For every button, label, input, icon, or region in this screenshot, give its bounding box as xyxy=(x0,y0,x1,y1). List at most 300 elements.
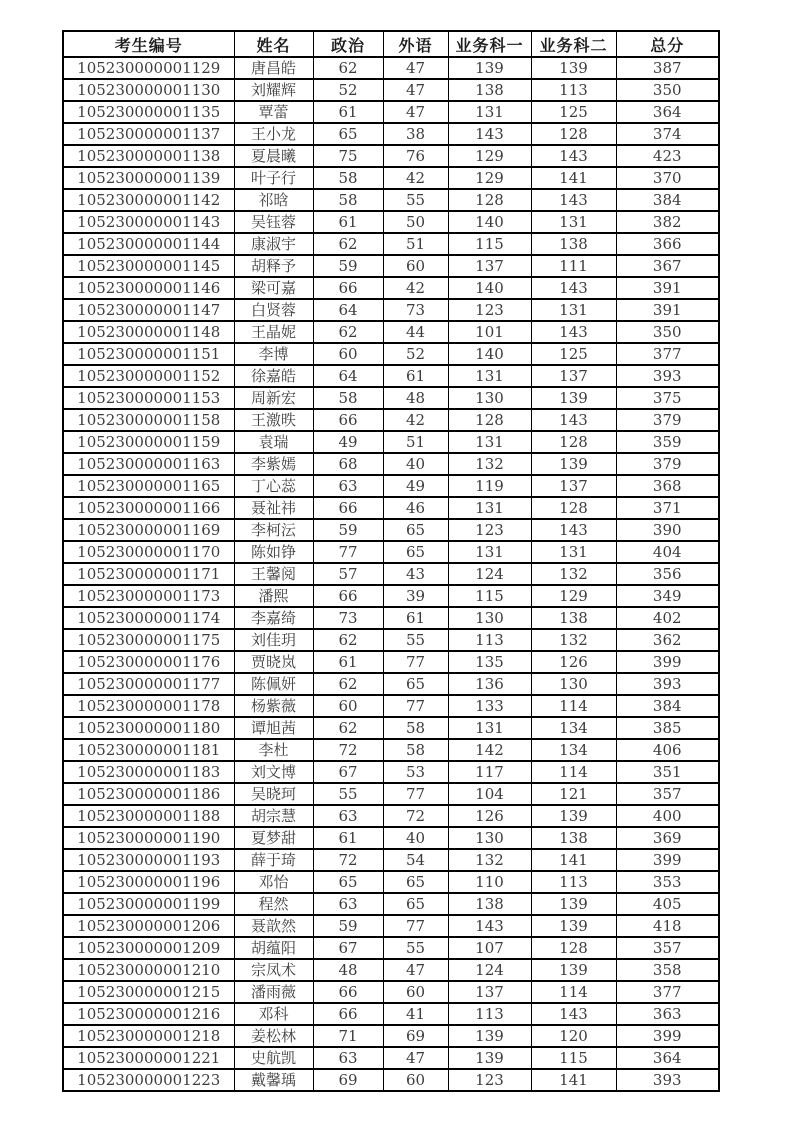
name-cell: 邓科 xyxy=(234,1003,313,1025)
subject-two-score-cell: 132 xyxy=(531,563,616,585)
total-score-cell: 375 xyxy=(616,387,719,409)
candidate-id-cell: 105230000001176 xyxy=(63,651,234,673)
subject-one-score-cell: 129 xyxy=(448,167,531,189)
total-score-cell: 377 xyxy=(616,981,719,1003)
name-cell: 宗凤术 xyxy=(234,959,313,981)
subject-two-score-cell: 143 xyxy=(531,321,616,343)
subject-one-score-cell: 123 xyxy=(448,1069,531,1091)
candidate-id-cell: 105230000001199 xyxy=(63,893,234,915)
table-row xyxy=(63,189,719,211)
foreign-language-score-cell: 72 xyxy=(383,805,448,827)
candidate-id-cell: 105230000001196 xyxy=(63,871,234,893)
subject-one-score-cell: 143 xyxy=(448,123,531,145)
total-column-header: 总分 xyxy=(616,31,719,57)
candidate-id-cell: 105230000001130 xyxy=(63,79,234,101)
total-score-cell: 391 xyxy=(616,299,719,321)
subject-two-score-cell: 114 xyxy=(531,981,616,1003)
subject-one-score-cell: 139 xyxy=(448,1047,531,1069)
candidate-id-cell: 105230000001209 xyxy=(63,937,234,959)
total-score-cell: 400 xyxy=(616,805,719,827)
total-score-cell: 349 xyxy=(616,585,719,607)
politics-score-cell: 49 xyxy=(313,431,383,453)
subject-one-score-cell: 132 xyxy=(448,849,531,871)
total-score-cell: 371 xyxy=(616,497,719,519)
foreign-language-score-cell: 51 xyxy=(383,431,448,453)
name-cell: 王馨阅 xyxy=(234,563,313,585)
foreign-language-score-cell: 55 xyxy=(383,189,448,211)
subject-two-score-cell: 125 xyxy=(531,343,616,365)
table-row xyxy=(63,1003,719,1025)
foreign-language-score-cell: 58 xyxy=(383,739,448,761)
total-score-cell: 418 xyxy=(616,915,719,937)
subject-one-score-cell: 107 xyxy=(448,937,531,959)
candidate-id-cell: 105230000001170 xyxy=(63,541,234,563)
table-row xyxy=(63,167,719,189)
candidate-id-cell: 105230000001143 xyxy=(63,211,234,233)
candidate-id-cell: 105230000001159 xyxy=(63,431,234,453)
subject-one-score-cell: 131 xyxy=(448,541,531,563)
name-cell: 康淑宇 xyxy=(234,233,313,255)
subject-one-score-cell: 128 xyxy=(448,409,531,431)
name-cell: 叶子行 xyxy=(234,167,313,189)
subject-two-score-cell: 128 xyxy=(531,431,616,453)
subject-one-score-cell: 128 xyxy=(448,189,531,211)
foreign-language-score-cell: 65 xyxy=(383,541,448,563)
subject-two-score-cell: 128 xyxy=(531,497,616,519)
candidate-id-cell: 105230000001171 xyxy=(63,563,234,585)
table-row xyxy=(63,563,719,585)
table-row xyxy=(63,629,719,651)
subject-one-score-cell: 104 xyxy=(448,783,531,805)
total-score-cell: 356 xyxy=(616,563,719,585)
subject-two-column-header: 业务科二 xyxy=(531,31,616,57)
table-row xyxy=(63,211,719,233)
candidate-id-cell: 105230000001158 xyxy=(63,409,234,431)
total-score-cell: 382 xyxy=(616,211,719,233)
name-cell: 夏梦甜 xyxy=(234,827,313,849)
candidate-id-cell: 105230000001216 xyxy=(63,1003,234,1025)
politics-score-cell: 62 xyxy=(313,717,383,739)
politics-score-cell: 59 xyxy=(313,519,383,541)
total-score-cell: 384 xyxy=(616,695,719,717)
total-score-cell: 364 xyxy=(616,101,719,123)
total-score-cell: 390 xyxy=(616,519,719,541)
table-row xyxy=(63,937,719,959)
politics-score-cell: 52 xyxy=(313,79,383,101)
subject-one-score-cell: 117 xyxy=(448,761,531,783)
name-cell: 李嘉绮 xyxy=(234,607,313,629)
candidate-id-cell: 105230000001142 xyxy=(63,189,234,211)
subject-one-score-cell: 110 xyxy=(448,871,531,893)
subject-one-score-cell: 113 xyxy=(448,1003,531,1025)
foreign-language-score-cell: 42 xyxy=(383,277,448,299)
candidate-id-cell: 105230000001153 xyxy=(63,387,234,409)
subject-two-score-cell: 141 xyxy=(531,167,616,189)
table-row xyxy=(63,827,719,849)
subject-two-score-cell: 138 xyxy=(531,233,616,255)
candidate-id-cell: 105230000001188 xyxy=(63,805,234,827)
politics-score-cell: 67 xyxy=(313,937,383,959)
table-row xyxy=(63,497,719,519)
candidate-id-cell: 105230000001148 xyxy=(63,321,234,343)
total-score-cell: 358 xyxy=(616,959,719,981)
total-score-cell: 350 xyxy=(616,79,719,101)
foreign-language-score-cell: 76 xyxy=(383,145,448,167)
scores-table xyxy=(62,30,720,1092)
name-cell: 唐昌皓 xyxy=(234,57,313,79)
table-row xyxy=(63,783,719,805)
total-score-cell: 384 xyxy=(616,189,719,211)
total-score-cell: 399 xyxy=(616,849,719,871)
politics-score-cell: 60 xyxy=(313,695,383,717)
name-cell: 覃蕾 xyxy=(234,101,313,123)
candidate-id-cell: 105230000001144 xyxy=(63,233,234,255)
table-row xyxy=(63,739,719,761)
name-cell: 聂歆然 xyxy=(234,915,313,937)
politics-score-cell: 63 xyxy=(313,805,383,827)
subject-two-score-cell: 139 xyxy=(531,959,616,981)
politics-score-cell: 66 xyxy=(313,497,383,519)
total-score-cell: 366 xyxy=(616,233,719,255)
total-score-cell: 364 xyxy=(616,1047,719,1069)
name-cell: 邓怡 xyxy=(234,871,313,893)
table-row xyxy=(63,651,719,673)
total-score-cell: 399 xyxy=(616,1025,719,1047)
foreign-language-score-cell: 47 xyxy=(383,57,448,79)
foreign-language-score-cell: 54 xyxy=(383,849,448,871)
candidate-id-cell: 105230000001146 xyxy=(63,277,234,299)
foreign-language-score-cell: 44 xyxy=(383,321,448,343)
total-score-cell: 351 xyxy=(616,761,719,783)
table-row xyxy=(63,79,719,101)
foreign-language-score-cell: 55 xyxy=(383,937,448,959)
subject-one-score-cell: 131 xyxy=(448,497,531,519)
name-cell: 聂祉祎 xyxy=(234,497,313,519)
name-cell: 胡蕴阳 xyxy=(234,937,313,959)
candidate-id-cell: 105230000001139 xyxy=(63,167,234,189)
foreign-language-score-cell: 52 xyxy=(383,343,448,365)
candidate-id-cell: 105230000001181 xyxy=(63,739,234,761)
candidate-id-cell: 105230000001175 xyxy=(63,629,234,651)
foreign-language-score-cell: 65 xyxy=(383,673,448,695)
total-score-cell: 393 xyxy=(616,1069,719,1091)
foreign-language-score-cell: 51 xyxy=(383,233,448,255)
candidate-id-cell: 105230000001173 xyxy=(63,585,234,607)
table-row xyxy=(63,343,719,365)
table-row xyxy=(63,1025,719,1047)
foreign-language-score-cell: 69 xyxy=(383,1025,448,1047)
foreign-language-score-cell: 60 xyxy=(383,1069,448,1091)
subject-one-score-cell: 131 xyxy=(448,717,531,739)
candidate-id-cell: 105230000001137 xyxy=(63,123,234,145)
politics-score-cell: 63 xyxy=(313,475,383,497)
foreign-language-score-cell: 46 xyxy=(383,497,448,519)
subject-two-score-cell: 134 xyxy=(531,717,616,739)
subject-one-score-cell: 131 xyxy=(448,101,531,123)
foreign-language-score-cell: 60 xyxy=(383,255,448,277)
table-row xyxy=(63,233,719,255)
candidate-id-cell: 105230000001151 xyxy=(63,343,234,365)
politics-score-cell: 58 xyxy=(313,189,383,211)
politics-score-cell: 58 xyxy=(313,387,383,409)
foreign-language-score-cell: 38 xyxy=(383,123,448,145)
subject-one-score-cell: 139 xyxy=(448,1025,531,1047)
foreign-language-score-cell: 60 xyxy=(383,981,448,1003)
subject-two-score-cell: 111 xyxy=(531,255,616,277)
subject-one-score-cell: 138 xyxy=(448,893,531,915)
table-row xyxy=(63,255,719,277)
foreign-language-score-cell: 41 xyxy=(383,1003,448,1025)
foreign-language-score-cell: 77 xyxy=(383,783,448,805)
table-row xyxy=(63,717,719,739)
foreign-language-score-cell: 47 xyxy=(383,1047,448,1069)
foreign-language-score-cell: 77 xyxy=(383,651,448,673)
name-cell: 陈如铮 xyxy=(234,541,313,563)
name-cell: 潘熙 xyxy=(234,585,313,607)
name-cell: 谭旭茜 xyxy=(234,717,313,739)
foreign-language-score-cell: 50 xyxy=(383,211,448,233)
politics-score-cell: 58 xyxy=(313,167,383,189)
candidate-id-cell: 105230000001206 xyxy=(63,915,234,937)
table-row xyxy=(63,101,719,123)
total-score-cell: 405 xyxy=(616,893,719,915)
total-score-cell: 357 xyxy=(616,937,719,959)
table-row xyxy=(63,607,719,629)
subject-two-score-cell: 128 xyxy=(531,937,616,959)
name-cell: 李博 xyxy=(234,343,313,365)
total-score-cell: 379 xyxy=(616,453,719,475)
table-row xyxy=(63,145,719,167)
name-cell: 袁瑞 xyxy=(234,431,313,453)
subject-two-score-cell: 130 xyxy=(531,673,616,695)
candidate-id-cell: 105230000001145 xyxy=(63,255,234,277)
name-cell: 潘雨薇 xyxy=(234,981,313,1003)
subject-two-score-cell: 128 xyxy=(531,123,616,145)
name-cell: 夏晨曦 xyxy=(234,145,313,167)
candidate-id-cell: 105230000001223 xyxy=(63,1069,234,1091)
total-score-cell: 369 xyxy=(616,827,719,849)
subject-one-score-cell: 132 xyxy=(448,453,531,475)
table-body xyxy=(63,57,719,1091)
foreign-language-score-cell: 47 xyxy=(383,101,448,123)
subject-one-score-cell: 115 xyxy=(448,233,531,255)
name-cell: 祁晗 xyxy=(234,189,313,211)
subject-one-score-cell: 130 xyxy=(448,387,531,409)
table-row xyxy=(63,959,719,981)
foreign-language-score-cell: 39 xyxy=(383,585,448,607)
politics-score-cell: 62 xyxy=(313,57,383,79)
subject-two-score-cell: 143 xyxy=(531,145,616,167)
subject-two-score-cell: 138 xyxy=(531,827,616,849)
name-cell: 王晶妮 xyxy=(234,321,313,343)
name-cell: 戴馨瑀 xyxy=(234,1069,313,1091)
candidate-id-cell: 105230000001215 xyxy=(63,981,234,1003)
subject-two-score-cell: 139 xyxy=(531,57,616,79)
subject-one-score-cell: 140 xyxy=(448,343,531,365)
subject-one-score-cell: 113 xyxy=(448,629,531,651)
subject-two-score-cell: 131 xyxy=(531,541,616,563)
politics-score-cell: 61 xyxy=(313,651,383,673)
total-score-cell: 357 xyxy=(616,783,719,805)
candidate-id-cell: 105230000001183 xyxy=(63,761,234,783)
politics-score-cell: 62 xyxy=(313,321,383,343)
table-row xyxy=(63,123,719,145)
subject-two-score-cell: 137 xyxy=(531,365,616,387)
subject-one-score-cell: 137 xyxy=(448,981,531,1003)
name-cell: 白贤蓉 xyxy=(234,299,313,321)
candidate-id-cell: 105230000001163 xyxy=(63,453,234,475)
subject-one-score-cell: 135 xyxy=(448,651,531,673)
politics-score-cell: 73 xyxy=(313,607,383,629)
subject-one-score-cell: 137 xyxy=(448,255,531,277)
header-row xyxy=(63,31,719,57)
politics-score-cell: 66 xyxy=(313,277,383,299)
name-cell: 刘佳玥 xyxy=(234,629,313,651)
name-cell: 陈佩妍 xyxy=(234,673,313,695)
name-cell: 姜松林 xyxy=(234,1025,313,1047)
foreign-language-score-cell: 61 xyxy=(383,365,448,387)
politics-score-cell: 66 xyxy=(313,1003,383,1025)
subject-two-score-cell: 139 xyxy=(531,805,616,827)
candidate-id-cell: 105230000001166 xyxy=(63,497,234,519)
subject-two-score-cell: 129 xyxy=(531,585,616,607)
foreign-language-score-cell: 47 xyxy=(383,79,448,101)
subject-two-score-cell: 139 xyxy=(531,893,616,915)
total-score-cell: 402 xyxy=(616,607,719,629)
table-row xyxy=(63,893,719,915)
foreign-language-score-cell: 65 xyxy=(383,893,448,915)
table-row xyxy=(63,849,719,871)
subject-two-score-cell: 143 xyxy=(531,1003,616,1025)
subject-two-score-cell: 125 xyxy=(531,101,616,123)
subject-one-score-cell: 119 xyxy=(448,475,531,497)
table-row xyxy=(63,915,719,937)
politics-score-cell: 69 xyxy=(313,1069,383,1091)
name-cell: 李柯沄 xyxy=(234,519,313,541)
politics-score-cell: 62 xyxy=(313,233,383,255)
name-cell: 刘文博 xyxy=(234,761,313,783)
foreign-language-score-cell: 43 xyxy=(383,563,448,585)
total-score-cell: 367 xyxy=(616,255,719,277)
subject-one-score-cell: 131 xyxy=(448,365,531,387)
subject-two-score-cell: 141 xyxy=(531,849,616,871)
politics-score-cell: 65 xyxy=(313,871,383,893)
foreign-language-score-cell: 77 xyxy=(383,915,448,937)
total-score-cell: 368 xyxy=(616,475,719,497)
politics-score-cell: 65 xyxy=(313,123,383,145)
subject-one-score-cell: 130 xyxy=(448,607,531,629)
name-cell: 丁心蕊 xyxy=(234,475,313,497)
foreign-language-score-cell: 40 xyxy=(383,453,448,475)
total-score-cell: 350 xyxy=(616,321,719,343)
foreign-language-score-cell: 53 xyxy=(383,761,448,783)
table-row xyxy=(63,57,719,79)
name-cell: 徐嘉皓 xyxy=(234,365,313,387)
subject-one-score-cell: 136 xyxy=(448,673,531,695)
subject-one-score-cell: 101 xyxy=(448,321,531,343)
candidate-id-cell: 105230000001190 xyxy=(63,827,234,849)
foreign-language-score-cell: 61 xyxy=(383,607,448,629)
candidate-id-cell: 105230000001180 xyxy=(63,717,234,739)
subject-two-score-cell: 138 xyxy=(531,607,616,629)
name-cell: 李紫嫣 xyxy=(234,453,313,475)
total-score-cell: 379 xyxy=(616,409,719,431)
subject-two-score-cell: 137 xyxy=(531,475,616,497)
subject-two-score-cell: 121 xyxy=(531,783,616,805)
subject-two-score-cell: 131 xyxy=(531,211,616,233)
foreign-language-score-cell: 48 xyxy=(383,387,448,409)
name-cell: 王激昳 xyxy=(234,409,313,431)
candidate-id-cell: 105230000001186 xyxy=(63,783,234,805)
subject-one-score-cell: 123 xyxy=(448,519,531,541)
politics-score-cell: 72 xyxy=(313,849,383,871)
subject-one-score-cell: 140 xyxy=(448,211,531,233)
politics-score-cell: 61 xyxy=(313,827,383,849)
candidate-id-cell: 105230000001129 xyxy=(63,57,234,79)
politics-score-cell: 63 xyxy=(313,1047,383,1069)
politics-score-cell: 59 xyxy=(313,255,383,277)
table-row xyxy=(63,409,719,431)
table-row xyxy=(63,277,719,299)
subject-one-score-cell: 115 xyxy=(448,585,531,607)
subject-two-score-cell: 126 xyxy=(531,651,616,673)
candidate-id-cell: 105230000001165 xyxy=(63,475,234,497)
subject-one-score-cell: 138 xyxy=(448,79,531,101)
foreign-language-score-cell: 40 xyxy=(383,827,448,849)
name-cell: 杨紫薇 xyxy=(234,695,313,717)
subject-two-score-cell: 143 xyxy=(531,189,616,211)
table-row xyxy=(63,475,719,497)
table-row xyxy=(63,871,719,893)
table-row xyxy=(63,365,719,387)
name-cell: 王小龙 xyxy=(234,123,313,145)
candidate-id-cell: 105230000001177 xyxy=(63,673,234,695)
subject-one-score-cell: 130 xyxy=(448,827,531,849)
politics-score-cell: 57 xyxy=(313,563,383,585)
subject-one-column-header: 业务科一 xyxy=(448,31,531,57)
foreign-language-score-cell: 55 xyxy=(383,629,448,651)
name-cell: 史航凯 xyxy=(234,1047,313,1069)
candidate-id-cell: 105230000001193 xyxy=(63,849,234,871)
foreign-language-column-header: 外语 xyxy=(383,31,448,57)
name-cell: 吴钰蓉 xyxy=(234,211,313,233)
foreign-language-score-cell: 77 xyxy=(383,695,448,717)
politics-score-cell: 62 xyxy=(313,673,383,695)
candidate-id-column-header: 考生编号 xyxy=(63,31,234,57)
subject-two-score-cell: 114 xyxy=(531,761,616,783)
politics-score-cell: 67 xyxy=(313,761,383,783)
table-row xyxy=(63,387,719,409)
subject-one-score-cell: 140 xyxy=(448,277,531,299)
subject-two-score-cell: 132 xyxy=(531,629,616,651)
name-cell: 刘耀辉 xyxy=(234,79,313,101)
politics-score-cell: 77 xyxy=(313,541,383,563)
foreign-language-score-cell: 58 xyxy=(383,717,448,739)
total-score-cell: 374 xyxy=(616,123,719,145)
total-score-cell: 362 xyxy=(616,629,719,651)
candidate-id-cell: 105230000001138 xyxy=(63,145,234,167)
foreign-language-score-cell: 42 xyxy=(383,167,448,189)
name-cell: 薛于琦 xyxy=(234,849,313,871)
candidate-id-cell: 105230000001218 xyxy=(63,1025,234,1047)
name-cell: 胡宗慧 xyxy=(234,805,313,827)
table-row xyxy=(63,321,719,343)
subject-one-score-cell: 143 xyxy=(448,915,531,937)
subject-two-score-cell: 141 xyxy=(531,1069,616,1091)
total-score-cell: 359 xyxy=(616,431,719,453)
subject-two-score-cell: 143 xyxy=(531,519,616,541)
candidate-id-cell: 105230000001178 xyxy=(63,695,234,717)
